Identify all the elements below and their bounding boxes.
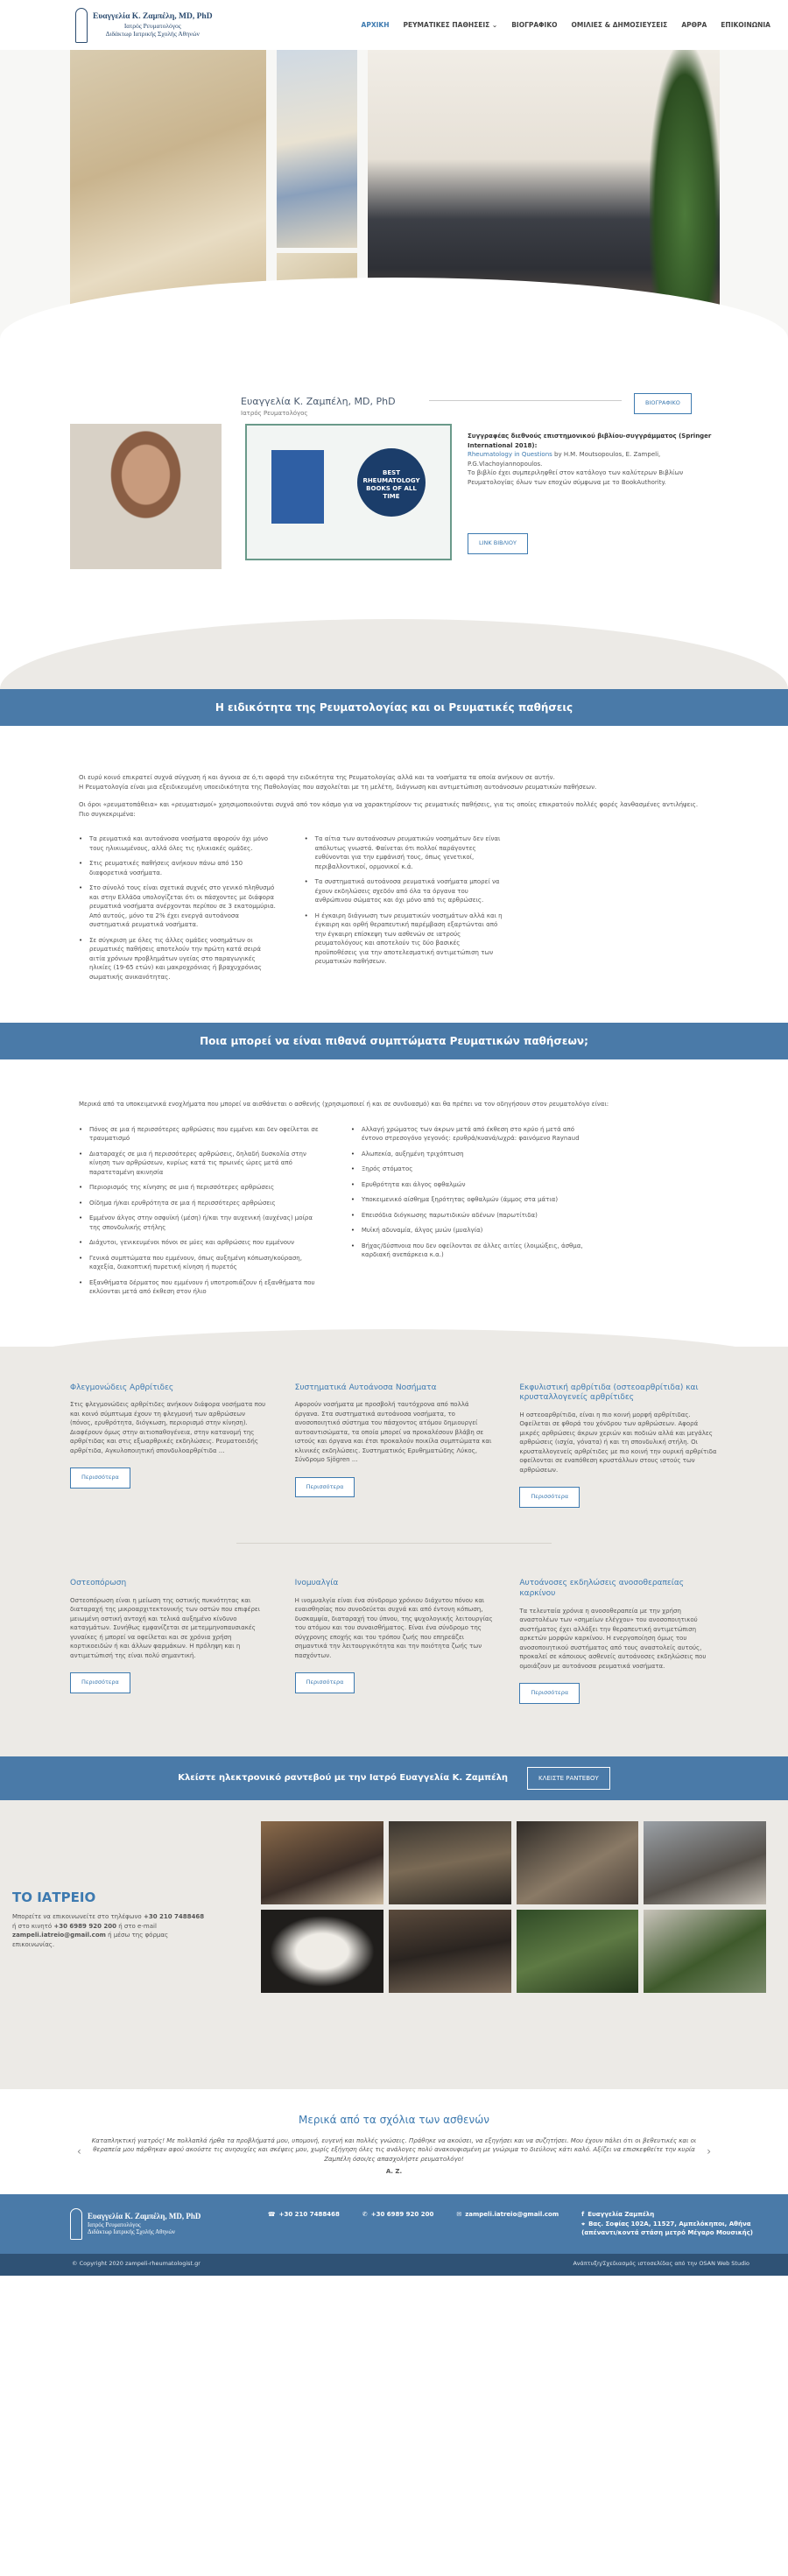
condition-card: [70, 1383, 269, 1509]
condition-card: [519, 1383, 718, 1509]
nav-item-home[interactable]: ΑΡΧΙΚΗ: [361, 20, 390, 29]
list-item: • Εξανθήματα δέρματος που εμμένουν ή υποτροπιάζουν ή εξανθήματα που εκλύονται μετά από έκθεση στον ήλιο: [79, 1278, 325, 1297]
specialty-list-right: [305, 834, 504, 988]
book-appointment-button[interactable]: ΚΛΕΙΣΤΕ ΡΑΝΤΕΒΟΥ: [527, 1767, 610, 1791]
clinic-section: [0, 1800, 788, 2089]
list-item: • Διαταραχές σε μια ή περισσότερες αρθρώσεις, δηλαδή δυσκολία στην κίνηση των αρθρώσεων, κυρίως κατά τις πρωινές ώρες μετά από παρατεταμένη ακινησία: [79, 1150, 325, 1178]
specialty-para-3: Οι όροι «ρευματοπάθεια» και «ρευματισμοί» χρησιμοποιούνται συχνά από τον κόσμο για να χαρακτηρίσουν τις ρευματικές παθήσεις, για τις οποίες επικρατούν πολλές φορές λανθασμένες αντιλήψεις. Πιο συγκεκριμένα:: [79, 801, 699, 818]
copyright-bar: [0, 2254, 788, 2276]
list-item: • Ερυθρότητα και άλγος οφθαλμών: [351, 1180, 597, 1190]
book-link-button[interactable]: LINK ΒΙΒΛΙΟΥ: [468, 533, 528, 554]
appointment-bar: [0, 1756, 788, 1800]
footer-logo[interactable]: [70, 2208, 201, 2240]
book-link[interactable]: Rheumatology in Questions: [468, 451, 552, 458]
list-item: • Αλλαγή χρώματος των άκρων μετά από έκθεση στο κρύο ή μετά από έντονο στρεσογόνο γεγονός: ερυθρά/κυανά/ωχρά: φαινόμενο Raynaud: [351, 1125, 597, 1144]
list-item: • Εμμένον άλγος στην οσφυϊκή (μέση) ή/και την αυχενική (αυχένας) μοίρα της σπονδυλικής στήλης: [79, 1214, 325, 1232]
gallery-photo[interactable]: [644, 1910, 766, 1993]
footer-contacts: [268, 2210, 753, 2238]
doctor-role: Ιατρός Ρευματολόγος: [241, 410, 308, 417]
nav-item-contact[interactable]: ΕΠΙΚΟΙΝΩΝΙΑ: [721, 20, 770, 29]
footer-mobile[interactable]: [362, 2210, 434, 2238]
prev-arrow-icon[interactable]: ‹: [77, 2144, 81, 2157]
site-header: [0, 0, 788, 50]
footer-logo-line2: Ιατρός Ρευματολόγος: [88, 2221, 141, 2228]
specialty-spacer: [530, 834, 709, 988]
footer-logo-icon: [70, 2208, 82, 2240]
logo-text: [93, 12, 213, 38]
list-item: • Διάχυτοι, γενικευμένοι πόνοι σε μύες και αρθρώσεις που εμμένουν: [79, 1238, 325, 1248]
facebook-icon: f: [581, 2211, 585, 2218]
more-button[interactable]: Περισσότερα: [70, 1467, 130, 1489]
footer-email[interactable]: [456, 2210, 559, 2238]
symptoms-spacer: [623, 1125, 709, 1303]
conditions-section: [0, 1347, 788, 1756]
list-item: • Στις ρευματικές παθήσεις ανήκουν πάνω από 150 διαφορετικά νοσήματα.: [79, 859, 278, 877]
appointment-text: Κλείστε ηλεκτρονικό ραντεβού με την Ιατρό Ευαγγελία Κ. Ζαμπέλη: [178, 1773, 509, 1784]
condition-text: Στις φλεγμονώδεις αρθρίτιδες ανήκουν διάφορα νοσήματα που και κοινό σύμπτωμα έχουν τη φλεγμονή των αρθρώσεων (πόνος, ερυθρότητα, διόγκωση, περιορισμό στην κίνηση). Διαφέρουν όμως στην αιτιοπαθογένεια, στην κατανομή της αρθρίτιδας και στις εξωαρθρικές εκδηλώσεις. Ρευματοειδής αρθρίτιδα, Αγκυλοποιητική σπονδυλοαρθρίτιδα ...: [70, 1401, 266, 1454]
specialty-p2-text: Η Ρευματολογία είναι μια εξειδικευμένη υποειδικότητα της Παθολογίας που ασχολείται με τη μελέτη, διάγνωση και αντιμετώπιση αυτοάνοσων ρευματικών παθήσεων.: [79, 783, 597, 791]
footer-logo-text: [88, 2212, 201, 2236]
specialty-para-1: [79, 773, 709, 792]
logo-icon: [75, 8, 88, 43]
list-item: • Βήχας/δύσπνοια που δεν οφείλονται σε άλλες αιτίες (λοιμώξεις, άσθμα, καρδιακή ανεπάρκεια κ.α.): [351, 1242, 597, 1260]
condition-title[interactable]: Ινομυαλγία: [294, 1579, 339, 1588]
specialty-banner: Η ειδικότητα της Ρευματολογίας και οι Ρευματικές παθήσεις: [0, 689, 788, 726]
testimonial-author: Α. Ζ.: [385, 2168, 403, 2176]
condition-text: Η οστεοαρθρίτιδα, είναι η πιο κοινή μορφή αρθρίτιδας. Οφείλεται σε φθορά του χόνδρου των αρθρώσεων. Αφορά μικρές αρθρώσεις άκρων χεριών και ποδιών αλλά και μεγάλες αρθρώσεις (ισχία, γόνατα) ή και τη σπονδυλική στήλη. Οι κρυσταλλογενείς αρθρίτιδες με πιο κοινή την ουρική αρθρίτιδα οφείλονται σε εναπόθεση κρυστάλλων στους ιστούς των αρθρώσεων.: [519, 1411, 717, 1474]
clinic-contact-text: [12, 1912, 205, 1949]
condition-text: Αφορούν νοσήματα με προσβολή ταυτόχρονα από πολλά όργανα. Στα συστηματικά αυτοάνοσα νοσήματα, το ανοσοποιητικό σύστημα του πάσχοντος ατόμου δημιουργεί αυτοαντισώματα, τα οποία μπορεί να προκαλέσουν βλάβη σε ιστούς και όργανα και έτσι προκαλούν ποικίλα συμπτώματα και κλινικές εκδηλώσεις. Συστηματικός Ερυθηματώδης Λύκος, Σύνδρομο Sjögren ...: [294, 1401, 492, 1464]
list-item: • Σε σύγκριση με όλες τις άλλες ομάδες νοσημάτων οι ρευματικές παθήσεις αποτελούν την πρώτη κατά σειρά αιτία χρόνιων προβλημάτων υγείας στο παραγωγικές ηλικίες (19-65 ετών) και μακροχρόνιας ή βραχυχρόνιας σωματικής ανικανότητας.: [79, 936, 278, 982]
specialty-section: [0, 726, 788, 1023]
symptoms-list-left: [79, 1125, 325, 1303]
footer-mobile-text: +30 6989 920 200: [370, 2211, 434, 2218]
copyright-text: © Copyright 2020 zampeli-rheumatologist.gr: [72, 2260, 201, 2268]
developer-credit[interactable]: Ανάπτυξη/Σχεδιασμός ιστοσελίδας από την OSAN Web Studio: [573, 2260, 749, 2268]
doctor-name: Ευαγγελία Κ. Ζαμπέλη, MD, PhD: [241, 396, 396, 407]
footer-email-text: zampeli.iatreio@gmail.com: [465, 2211, 559, 2218]
phone-icon: ☎: [267, 2211, 276, 2218]
list-item: • Τα αίτια των αυτοάνοσων ρευματικών νοσημάτων δεν είναι απόλυτως γνωστά. Φαίνεται ότι πολλοί παράγοντες ευθύνονται για την εμφάνισή τους, όπως γενετικοί, περιβαλλοντικοί, ορμονικοί κ.ά.: [305, 834, 504, 871]
testimonials-section: [0, 2089, 788, 2194]
footer-phone-text: +30 210 7488468: [278, 2211, 340, 2218]
condition-card: [295, 1579, 494, 1704]
doctor-section: [0, 339, 788, 689]
logo-line2: Ιατρός Ρευματολόγος: [123, 22, 181, 31]
book-authors: by H.M. Moutsopoulos, E. Zampeli, P.G.Vlachoyiannopoulos.: [468, 451, 661, 468]
specialty-p1-text: Οι ευρύ κοινό επικρατεί συχνά σύγχυση ή και άγνοια σε ό,τι αφορά την ειδικότητα της Ρευματολογίας αλλά και τα νοσήματα τα οποία ανήκουν σε αυτήν.: [79, 774, 555, 781]
mail-icon: ✉: [456, 2211, 462, 2218]
clinic-email[interactable]: zampeli.iatreio@gmail.com: [12, 1932, 106, 1939]
gallery-photo[interactable]: [389, 1821, 511, 1904]
condition-title[interactable]: Συστηματικά Αυτοάνοσα Νοσήματα: [294, 1383, 437, 1392]
nav-item-talks[interactable]: ΟΜΙΛΙΕΣ & ΔΗΜΟΣΙΕΥΣΕΙΣ: [571, 20, 668, 29]
gallery-photo[interactable]: [517, 1821, 639, 1904]
list-item: • Γενικά συμπτώματα που εμμένουν, όπως αυξημένη κόπωση/κούραση, καχεξία, διακοπτική πυρετική κίνηση ή πυρετός: [79, 1254, 325, 1272]
best-books-badge: BEST RHEUMATOLOGY BOOKS OF ALL TIME: [357, 448, 426, 517]
logo-line3: Διδάκτωρ Ιατρικής Σχολής Αθηνών: [105, 30, 200, 39]
logo-line1: Ευαγγελία Κ. Ζαμπέλη, MD, PhD: [93, 11, 213, 21]
footer-phone[interactable]: [268, 2210, 340, 2238]
book-description: [468, 432, 713, 487]
clinic-title: ΤΟ ΙΑΤΡΕΙΟ: [12, 1889, 96, 1905]
clinic-text-1: Μπορείτε να επικοινωνείτε στο τηλέφωνο: [12, 1913, 144, 1921]
gallery-photo[interactable]: [389, 1910, 511, 1993]
footer-facebook[interactable]: [581, 2211, 654, 2218]
footer-right: [581, 2210, 753, 2238]
testimonial-quote: Καταπληκτική γιατρός! Με πολλαπλά ήρθα τα προβλήματά μου, υπομονή, ευγενή και πολλές γνώσεις. Πράθηκε να ακούσει, να εξηγήσει και να συζητήσει. Μου έχουν πάλει ότι οι βεθευτικές και οι θεραπεία μου πάρθηκαν αφού ακούστε τις ανησυχίες και σκέψεις μου, χωρίς εξήγηση όλες τις ανάλογες πολύ ανακουφισμένη με γνώριμα το διεύλονς κάτι καλό. Αξίζει να επισκεφθείτε την κυρία Ζαμπέλη όσοι/ες απασχολήστε ρευματολόγο!: [91, 2136, 697, 2163]
book-author-intro: Συγγραφέας διεθνούς επιστημονικού βιβλίου-συγγράμματος (Springer International 2018):: [468, 433, 712, 449]
footer-address-note: (απέναντι/κοντά στάση μετρό Μέγαρο Μουσικής): [581, 2229, 753, 2236]
footer-address-text: Βας. Σοφίας 102A, 11527, Αμπελόκηποι, Αθήνα: [588, 2220, 751, 2228]
clinic-mobile[interactable]: +30 6989 920 200: [53, 1922, 117, 1930]
cv-button[interactable]: ΒΙΟΓΡΑΦΙΚΟ: [634, 393, 692, 414]
gallery-photo[interactable]: [517, 1910, 639, 1993]
list-item: • Οίδημα ή/και ερυθρότητα σε μια ή περισσότερες αρθρώσεις: [79, 1199, 325, 1208]
gallery-photo[interactable]: [261, 1910, 383, 1993]
book-cover: [271, 450, 324, 524]
condition-title[interactable]: Οστεοπόρωση: [70, 1579, 127, 1588]
book-image: [245, 424, 452, 560]
hero-plant: [650, 50, 720, 323]
symptoms-intro: Μερικά από τα υποκειμενικά ενοχλήματα που μπορεί να αισθάνεται ο ασθενής (χρησιμοποιεί ή και σε συνδυασμό) και θα πρέπει να τον οδηγήσουν στον ρευματολόγο είναι:: [79, 1101, 609, 1108]
list-item: • Επεισόδια διόγκωσης παρωτιδικών αδένων (παρωτίτιδα): [351, 1211, 597, 1221]
list-item: • Πόνος σε μια ή περισσότερες αρθρώσεις που εμμένει και δεν οφείλεται σε τραυματισμό: [79, 1125, 325, 1144]
list-item: • Μυϊκή αδυναμία, άλγος μυών (μυαλγία): [351, 1226, 597, 1235]
condition-title[interactable]: Αυτοάνοσες εκδηλώσεις ανοσοθεραπείας καρκίνου: [519, 1579, 685, 1598]
specialty-columns: [79, 834, 709, 988]
conditions-divider: [236, 1543, 552, 1544]
symptoms-columns: [79, 1125, 709, 1303]
conditions-grid: [70, 1383, 718, 1704]
more-button[interactable]: Περισσότερα: [519, 1487, 580, 1508]
clinic-gallery: [261, 1821, 766, 1993]
hero-artwork-anatomy: [70, 50, 266, 321]
list-item: • Υποκειμενικό αίσθημα ξηρότητας οφθαλμών (άμμος στα μάτια): [351, 1195, 597, 1205]
nav-item-conditions[interactable]: ΡΕΥΜΑΤΙΚΕΣ ΠΑΘΗΣΕΙΣ ⌄: [403, 20, 498, 29]
specialty-list-left: [79, 834, 278, 988]
nav-item-articles[interactable]: ΑΡΘΡΑ: [681, 20, 707, 29]
book-ranking: Το βιβλίο έχει συμπεριληφθεί στον κατάλογο των καλύτερων Βιβλίων Ρευματολογίας όλων των εποχών σύμφωνα με το BookAuthority.: [468, 469, 684, 486]
more-button[interactable]: Περισσότερα: [295, 1477, 355, 1498]
more-button[interactable]: Περισσότερα: [295, 1672, 355, 1693]
main-nav: [362, 20, 770, 30]
clinic-text-3: ή στο e-mail: [116, 1922, 157, 1930]
condition-title[interactable]: Εκφυλιστική αρθρίτιδα (οστεοαρθρίτιδα) και κρυσταλλογενείς αρθρίτιδες: [519, 1383, 699, 1403]
list-item: • Ξηρός στόματος: [351, 1165, 597, 1174]
condition-text: Οστεοπόρωση είναι η μείωση της οστικής πυκνότητας και διαταραχή της μικροαρχιτεκτονικής των οστών που επιφέρει μειωμένη οστική αντοχή και τελικά αυξημένο κίνδυνο καταγμάτων. Συνήθως εμφανίζεται σε μετεμμηνοπαυσιακές γυναίκες ή μπορεί να οφείλεται και σε χρόνια χρήση κορτικοειδών ή και άλλων φαρμάκων. Η πρόληψη και η αντιμετώπισή της είναι πολύ σημαντική.: [70, 1596, 261, 1659]
footer-logo-line1: Ευαγγελία Κ. Ζαμπέλη, MD, PhD: [88, 2211, 201, 2221]
mobile-icon: ✆: [362, 2211, 368, 2218]
condition-card: [295, 1383, 494, 1509]
list-item: • Η έγκαιρη διάγνωση των ρευματικών νοσημάτων αλλά και η έγκαιρη και ορθή θεραπευτική παρέμβαση εξαρτώνται από την έγκαιρη επίσκεψη των ασθενών σε ιατρούς ρευματολόγους και αποτελούν τις δύο βασικές προϋποθέσεις για την αποτελεσματική αντιμετώπιση των ρευματικών παθήσεων.: [305, 911, 504, 967]
symptoms-section: [0, 1059, 788, 1347]
clinic-text-4: ή μέσω της φόρμας επικοινωνίας.: [12, 1932, 169, 1948]
footer-facebook-text: Ευαγγελία Ζαμπέλη: [587, 2211, 655, 2218]
condition-card: [519, 1579, 718, 1704]
gallery-photo[interactable]: [644, 1821, 766, 1904]
site-footer: [0, 2194, 788, 2254]
condition-card: [70, 1579, 269, 1704]
condition-text: Η ινομυαλγία είναι ένα σύνδρομο χρόνιου διάχυτου πόνου και ευαισθησίας που συνοδεύεται συχνά και από έντονη κόπωση, δυσκαμψία, διαταραχή του ύπνου, της ψυχολογικής λειτουργίας του ατόμου και του συναισθήματος. Είναι ένα σύνδρομο της σύγχρονης εποχής και του τρόπου ζωής που επηρεάζει σημαντικά την λειτουργικότητα και την ποιότητα ζωής των πασχόντων.: [294, 1596, 493, 1659]
more-button[interactable]: Περισσότερα: [519, 1683, 580, 1704]
location-icon: ⌖: [581, 2220, 586, 2228]
hero-section: [0, 50, 788, 339]
footer-logo-line3: Διδάκτωρ Ιατρικής Σχολής Αθηνών: [88, 2228, 176, 2236]
clinic-text-2: ή στο κινητό: [12, 1922, 54, 1930]
more-button[interactable]: Περισσότερα: [70, 1672, 130, 1693]
symptoms-list-right: [351, 1125, 597, 1303]
doctor-photo: [70, 424, 222, 569]
list-item: • Αλωπεκία, αυξημένη τριχόπτωση: [351, 1150, 597, 1159]
site-logo[interactable]: [75, 8, 213, 43]
testimonials-title: Μερικά από τα σχόλια των ασθενών: [299, 2113, 489, 2126]
list-item: • Τα ρευματικά και αυτοάνοσα νοσήματα αφορούν όχι μόνο τους ηλικιωμένους, αλλά όλες τις ηλικιακές ομάδες.: [79, 834, 278, 853]
condition-text: Τα τελευταία χρόνια η ανοσοθεραπεία με την χρήση αναστολέων των «σημείων ελέγχου» του ανοσοποιητικού συστήματος έχει αλλάξει την θεραπευτική αντιμετώπιση αρκετών μορφών καρκίνου. Η ενεργοποίηση όμως του ανοσοποιητικού συστήματος από τους αναστολείς αυτούς, προκαλεί σε κάποιους ασθενείς αυτοάνοσες εκδηλώσεις που ομοιάζουν με αυτοάνοσα ρευματικά νοσήματα.: [519, 1607, 707, 1670]
condition-title[interactable]: Φλεγμονώδεις Αρθρίτιδες: [70, 1383, 174, 1392]
list-item: • Τα συστηματικά αυτοάνοσα ρευματικά νοσήματα μπορεί να έχουν εκδηλώσεις σχεδόν από όλα τα όργανα του ανθρώπινου σώματος και όχι μόνο από τις αρθρώσεις.: [305, 877, 504, 905]
doctor-wave-divider: [0, 619, 788, 689]
clinic-phone[interactable]: +30 210 7488468: [143, 1913, 205, 1921]
symptoms-banner: Ποια μπορεί να είναι πιθανά συμπτώματα Ρευματικών παθήσεων;: [0, 1023, 788, 1059]
gallery-photo[interactable]: [261, 1821, 383, 1904]
list-item: • Περιορισμός της κίνησης σε μια ή περισσότερες αρθρώσεις: [79, 1183, 325, 1193]
next-arrow-icon[interactable]: ›: [707, 2144, 711, 2157]
list-item: • Στο σύνολό τους είναι σχετικά συχνές στο γενικό πληθυσμό και στην Ελλάδα υπολογίζεται ότι οι πάσχοντες με διάφορα ρευματικά νοσήματα ανέρχονται περίπου σε 3 εκατομμύρια. Από αυτούς, μόνο τα 2% έχει ενεργά αυτοάνοσα συστηματικά ρευματικά νοσήματα.: [79, 883, 278, 930]
doctor-divider: [429, 400, 622, 401]
hero-artwork-figure: [277, 50, 357, 248]
nav-item-cv[interactable]: ΒΙΟΓΡΑΦΙΚΟ: [511, 20, 558, 29]
footer-address: [581, 2221, 750, 2228]
clinic-info: [12, 1888, 205, 1950]
